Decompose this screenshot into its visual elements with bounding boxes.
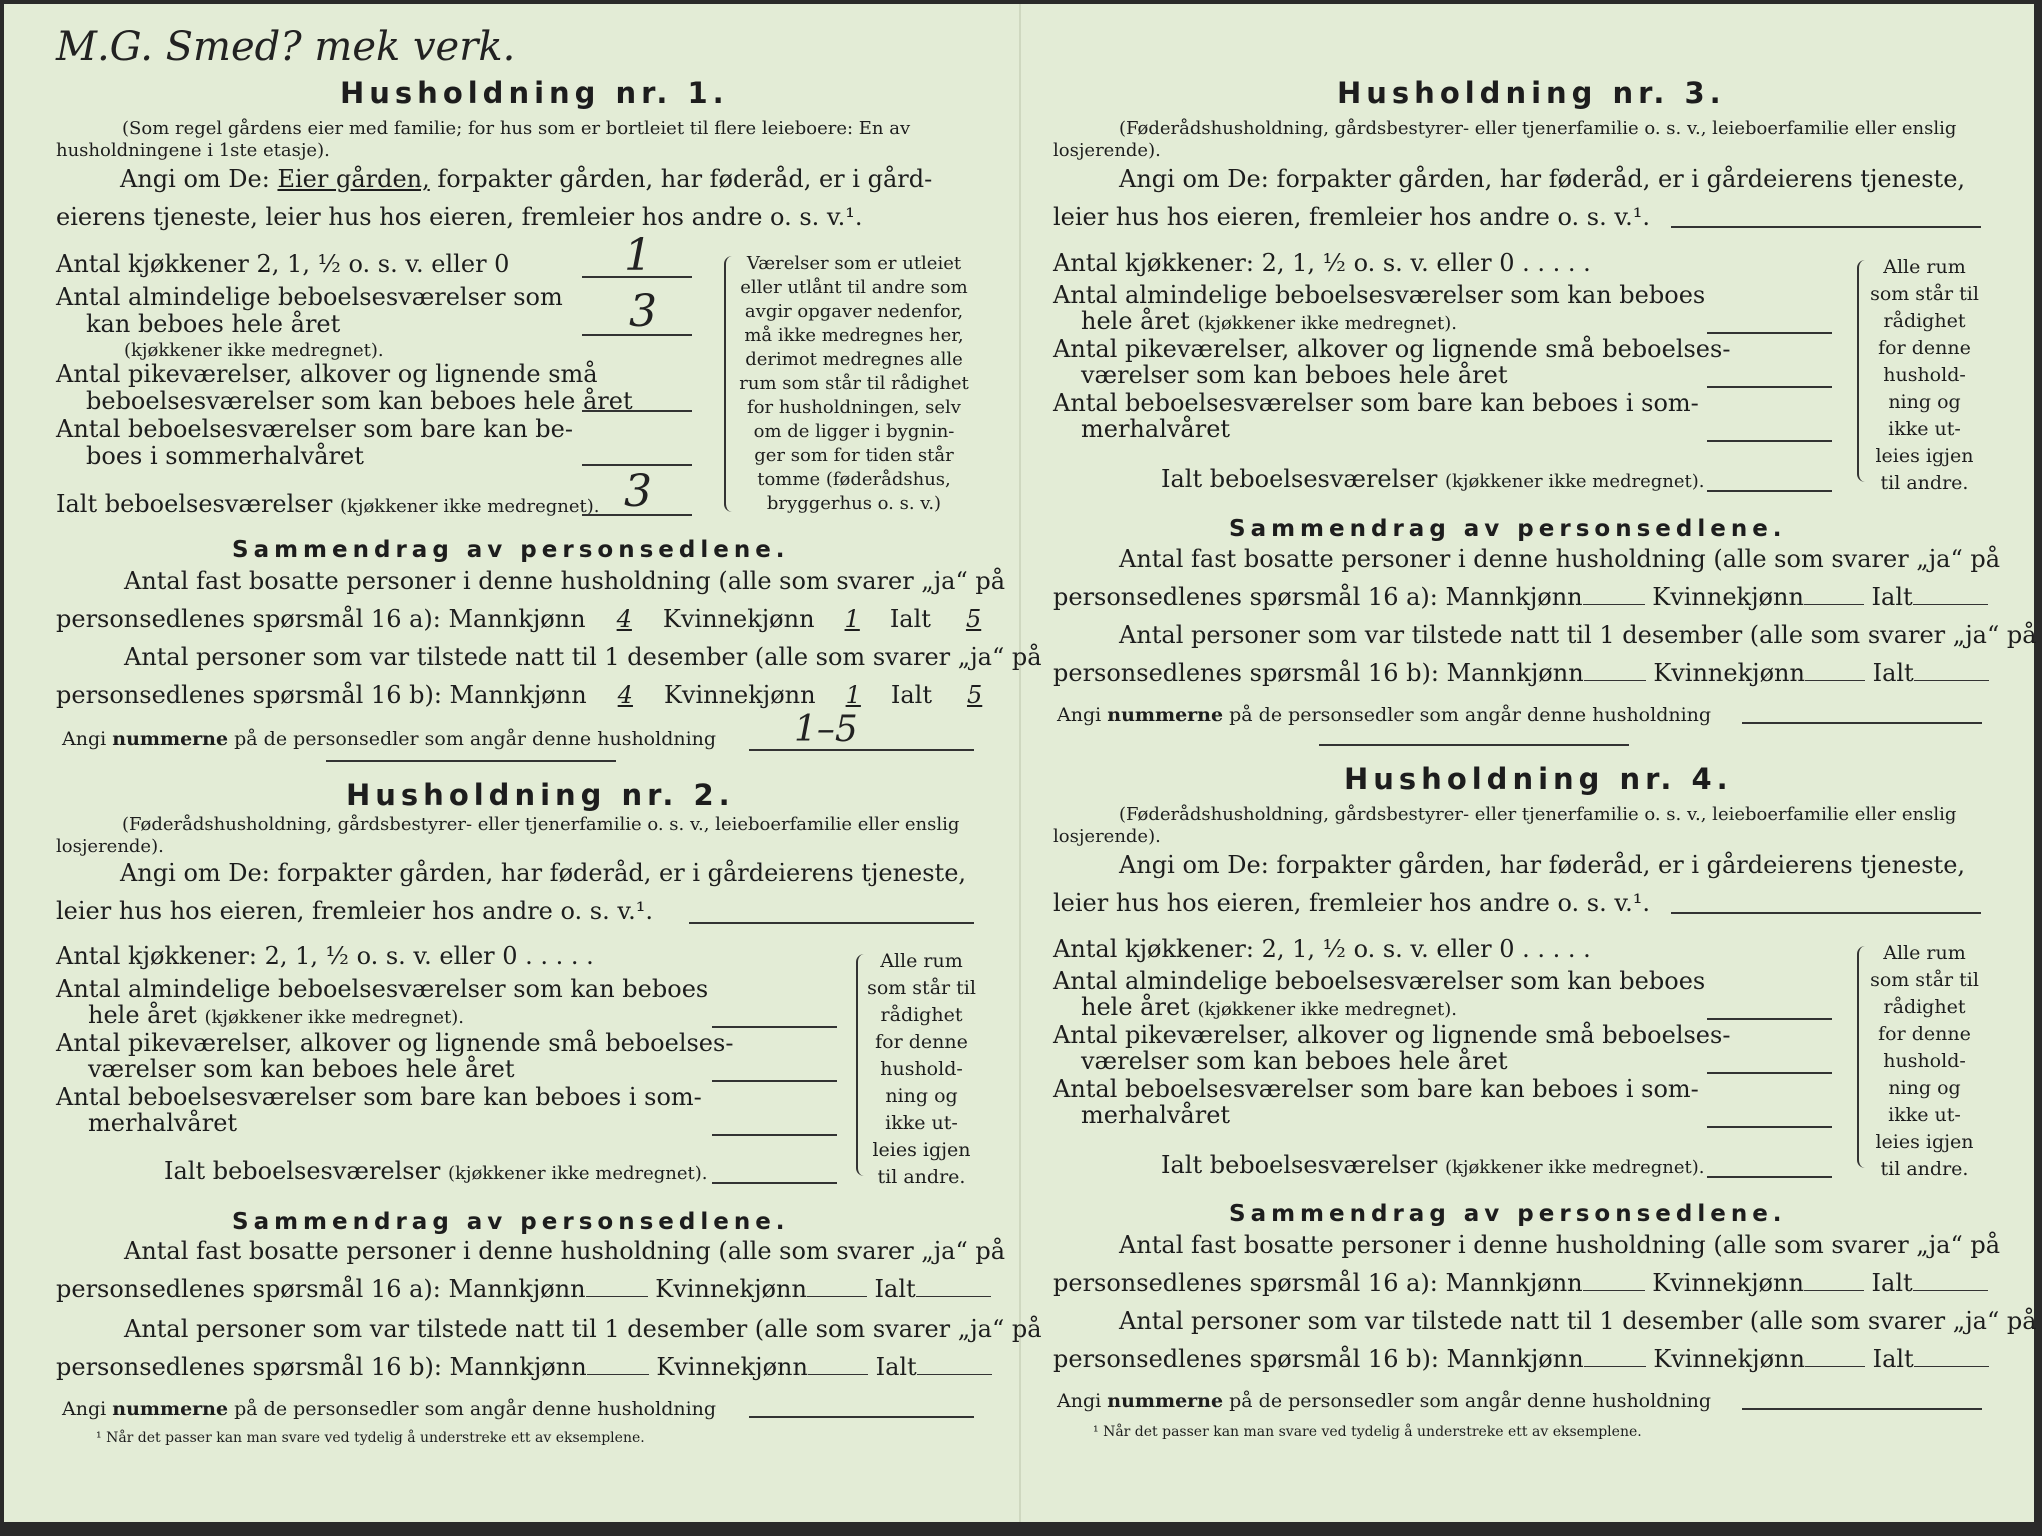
hh1-separator	[326, 760, 616, 762]
hh2-fast-line2	[56, 1274, 991, 1304]
hh4-fast-kvinne-blank	[1804, 1290, 1864, 1291]
hh4-tils-kvinne-blank	[1805, 1366, 1865, 1367]
hh4-pike-label-1: Antal pikeværelser, alkover og lignende små beboelses-	[1053, 1021, 1731, 1049]
hh2-fast-mann-blank	[586, 1296, 648, 1297]
hh1-nummer-line	[749, 749, 974, 751]
hh1-nummer-bold: nummerne	[112, 728, 229, 750]
hh1-tils-mann-label: personsedlenes spørsmål 16 b): Mannkjønn	[56, 681, 587, 709]
handwritten-header: M.G. Smed? mek verk.	[56, 24, 516, 70]
hh4-nummer-row	[1057, 1386, 1711, 1416]
hh4-side-line: for denne	[1878, 1023, 1971, 1045]
hh4-tils-kvinne-label: Kvinnekjønn	[1653, 1345, 1805, 1373]
hh3-pike-label-2: værelser som kan beboes hele året	[1081, 361, 1508, 389]
hh4-fast-line1: Antal fast bosatte personer i denne husholdning (alle som svarer „ja“ på	[1119, 1231, 2001, 1259]
hh3-tils-kvinne-label: Kvinnekjønn	[1653, 659, 1805, 687]
hh3-somm-label-2: merhalvåret	[1081, 415, 1231, 443]
hh3-alm-hele: hele året	[1081, 307, 1190, 335]
hh4-tils-line2	[1053, 1344, 1989, 1374]
hh4-ialt-row	[1161, 1150, 1705, 1183]
hh1-fast-mann-label: personsedlenes spørsmål 16 a): Mannkjønn	[56, 605, 586, 633]
hh3-angi-line	[1671, 226, 1981, 228]
hh1-side-line: tomme (føderådshus,	[757, 469, 951, 490]
hh1-fast-ialt-label: Ialt	[889, 605, 931, 633]
hh3-ialt-line	[1707, 490, 1832, 492]
hh4-side-line: ning og	[1888, 1077, 1961, 1099]
hh4-side-line: Alle rum	[1883, 942, 1966, 964]
hh3-fast-kvinne-label: Kvinnekjønn	[1652, 583, 1804, 611]
hh2-side-line: ikke ut-	[885, 1112, 958, 1134]
right-page	[1019, 4, 2037, 1522]
hh2-angi-line2: leier hus hos eieren, fremleier hos andre o. s. v.¹.	[56, 897, 653, 925]
hh4-fast-ialt-blank	[1913, 1290, 1988, 1291]
hh2-tils-mann-label: personsedlenes spørsmål 16 b): Mannkjønn	[56, 1353, 587, 1381]
hh4-sammendrag: Sammendrag av personsedlene.	[1229, 1201, 1787, 1227]
hh1-tils-line1: Antal personer som var tilstede natt til 1 desember (alle som svarer „ja“ på	[124, 643, 1042, 671]
hh1-fast-kvinne-value: 1	[844, 605, 860, 633]
hh4-nummer-pre: Angi	[1057, 1390, 1102, 1412]
hh4-somm-label-1: Antal beboelsesværelser som bare kan beboes i som-	[1053, 1075, 1699, 1103]
hh1-pike-line	[582, 410, 692, 412]
hh3-side-line: ning og	[1888, 391, 1961, 413]
hh2-tils-line2	[56, 1352, 992, 1382]
hh2-ialt-label: Ialt beboelsesværelser	[164, 1157, 441, 1185]
hh2-somm-label-2: merhalvåret	[88, 1109, 238, 1137]
hh4-footnote: ¹ Når det passer kan man svare ved tydelig å understreke ett av eksemplene.	[1093, 1424, 1642, 1440]
hh3-side-line: Alle rum	[1883, 256, 1966, 278]
hh2-tils-ialt-blank	[917, 1374, 992, 1375]
hh4-angi-line2: leier hus hos eieren, fremleier hos andre o. s. v.¹.	[1053, 889, 1650, 917]
hh2-side-line: ning og	[885, 1085, 958, 1107]
hh1-fast-ialt-value: 5	[965, 605, 982, 633]
hh2-nummer-bold: nummerne	[112, 1398, 229, 1420]
hh4-side-note	[1867, 940, 1982, 1183]
hh3-title: Husholdning nr. 3.	[1337, 76, 1726, 110]
hh2-side-line: for denne	[875, 1031, 968, 1053]
hh2-angi-line	[689, 922, 974, 924]
hh1-kjokkener-label: Antal kjøkkener 2, 1, ½ o. s. v. eller 0	[56, 250, 510, 278]
hh3-somm-line	[1707, 440, 1832, 442]
hh2-fast-ialt-label: Ialt	[874, 1275, 916, 1303]
hh2-pike-label-2: værelser som kan beboes hele året	[88, 1055, 515, 1083]
hh3-side-line: hushold-	[1883, 364, 1966, 386]
hh3-pike-label-1: Antal pikeværelser, alkover og lignende små beboelses-	[1053, 335, 1731, 363]
left-page	[4, 4, 1042, 1522]
hh1-nummer-row	[62, 724, 716, 754]
hh4-kjokkener-label: Antal kjøkkener: 2, 1, ½ o. s. v. eller 0 . . . . .	[1053, 935, 1591, 963]
hh4-pike-label-2: værelser som kan beboes hele året	[1081, 1047, 1508, 1075]
hh1-alm-label-2: kan beboes hele året	[86, 310, 341, 338]
hh2-tils-kvinne-blank	[808, 1374, 868, 1375]
hh4-pike-line	[1707, 1072, 1832, 1074]
hh4-side-line: leies igjen	[1875, 1131, 1974, 1153]
hh3-angi-line1: Angi om De: forpakter gården, har føderåd, er i gårdeierens tjeneste,	[1119, 165, 1966, 193]
hh4-tils-ialt-label: Ialt	[1872, 1345, 1914, 1373]
hh1-tils-ialt-value: 5	[966, 681, 983, 709]
hh3-side-line: ikke ut-	[1888, 418, 1961, 440]
hh3-fast-ialt-blank	[1913, 604, 1988, 605]
hh3-separator	[1319, 744, 1629, 746]
hh4-fast-line2	[1053, 1268, 1988, 1298]
hh1-angi-rest: forpakter gården, har føderåd, er i gård-	[437, 165, 933, 193]
hh1-alm-label-1: Antal almindelige beboelsesværelser som	[56, 283, 563, 311]
hh1-ialt-row	[56, 489, 600, 522]
hh2-tils-line1: Antal personer som var tilstede natt til 1 desember (alle som svarer „ja“ på	[124, 1315, 1042, 1343]
hh3-ialt-note: (kjøkkener ikke medregnet).	[1444, 471, 1705, 492]
hh2-somm-label-1: Antal beboelsesværelser som bare kan beboes i som-	[56, 1083, 702, 1111]
hh4-somm-label-2: merhalvåret	[1081, 1101, 1231, 1129]
hh4-alm-label-1: Antal almindelige beboelsesværelser som kan beboes	[1053, 967, 1706, 995]
hh4-tils-mann-label: personsedlenes spørsmål 16 b): Mannkjønn	[1053, 1345, 1584, 1373]
hh1-side-line: eller utlånt til andre som	[740, 277, 968, 298]
hh3-tils-ialt-blank	[1914, 680, 1989, 681]
hh4-ialt-note: (kjøkkener ikke medregnet).	[1444, 1157, 1705, 1178]
hh4-side-line: hushold-	[1883, 1050, 1966, 1072]
hh3-ialt-row	[1161, 464, 1705, 497]
hh3-tils-line2	[1053, 658, 1989, 688]
hh3-fast-mann-label: personsedlenes spørsmål 16 a): Mannkjønn	[1053, 583, 1583, 611]
hh2-fast-ialt-blank	[916, 1296, 991, 1297]
hh4-side-line: ikke ut-	[1888, 1104, 1961, 1126]
hh1-side-line: rum som står til rådighet	[739, 373, 969, 394]
hh2-fast-mann-label: personsedlenes spørsmål 16 a): Mannkjønn	[56, 1275, 586, 1303]
hh2-tils-ialt-label: Ialt	[875, 1353, 917, 1381]
hh4-side-line: til andre.	[1880, 1158, 1969, 1180]
hh1-title: Husholdning nr. 1.	[340, 76, 729, 110]
hh4-ialt-label: Ialt beboelsesværelser	[1161, 1151, 1438, 1179]
hh3-nummer-bold: nummerne	[1107, 704, 1224, 726]
hh2-kjokkener-label: Antal kjøkkener: 2, 1, ½ o. s. v. eller 0 . . . . .	[56, 942, 594, 970]
hh1-side-line: for husholdningen, selv	[747, 397, 961, 418]
hh1-fast-line2	[56, 604, 1009, 634]
hh3-fast-kvinne-blank	[1804, 604, 1864, 605]
hh2-fast-kvinne-label: Kvinnekjønn	[655, 1275, 807, 1303]
hh3-fast-line1: Antal fast bosatte personer i denne husholdning (alle som svarer „ja“ på	[1119, 545, 2001, 573]
hh3-side-line: leies igjen	[1875, 445, 1974, 467]
hh1-angi-line1	[120, 164, 932, 194]
hh2-somm-line	[712, 1134, 837, 1136]
hh1-tils-ialt-label: Ialt	[890, 681, 932, 709]
hh2-nummer-line	[749, 1416, 974, 1418]
hh2-note: (Føderådshusholdning, gårdsbestyrer- eller tjenerfamilie o. s. v., leieboerfamilie eller enslig losjerende).	[56, 814, 960, 857]
hh2-alm-note: (kjøkkener ikke medregnet).	[204, 1007, 465, 1028]
hh1-angi-line2: eierens tjeneste, leier hus hos eieren, fremleier hos andre o. s. v.¹.	[56, 203, 863, 231]
hh3-nummer-line	[1742, 722, 1982, 724]
hh1-pike-label-1: Antal pikeværelser, alkover og lignende små	[56, 360, 598, 388]
hh2-fast-line1: Antal fast bosatte personer i denne husholdning (alle som svarer „ja“ på	[124, 1237, 1006, 1265]
hh2-nummer-pre: Angi	[62, 1398, 107, 1420]
hh1-nummer-value: 1–5	[794, 709, 858, 750]
hh1-fast-line1: Antal fast bosatte personer i denne husholdning (alle som svarer „ja“ på	[124, 567, 1006, 595]
hh1-side-line: Værelser som er utleiet	[746, 253, 962, 274]
hh2-angi-line1: Angi om De: forpakter gården, har føderåd, er i gårdeierens tjeneste,	[120, 859, 967, 887]
hh2-alm-label-1: Antal almindelige beboelsesværelser som kan beboes	[56, 975, 709, 1003]
hh3-fast-line2	[1053, 582, 1988, 612]
hh1-side-line: om de ligger i bygnin-	[753, 421, 955, 442]
hh2-side-line: som står til	[867, 977, 976, 999]
hh4-side-line: rådighet	[1883, 996, 1966, 1018]
hh3-side-line: rådighet	[1883, 310, 1966, 332]
hh2-tils-mann-blank	[587, 1374, 649, 1375]
hh1-somm-label-1: Antal beboelsesværelser som bare kan be-	[56, 415, 573, 443]
hh3-kjokkener-label: Antal kjøkkener: 2, 1, ½ o. s. v. eller 0 . . . . .	[1053, 249, 1591, 277]
hh3-fast-ialt-label: Ialt	[1871, 583, 1913, 611]
hh1-fast-mann-value: 4	[616, 605, 632, 633]
hh3-somm-label-1: Antal beboelsesværelser som bare kan beboes i som-	[1053, 389, 1699, 417]
hh3-nummer-post: på de personsedler som angår denne husholdning	[1229, 704, 1712, 726]
hh1-ialt-note: (kjøkkener ikke medregnet).	[339, 496, 600, 517]
hh4-fast-kvinne-label: Kvinnekjønn	[1652, 1269, 1804, 1297]
hh1-alm-label-3: (kjøkkener ikke medregnet).	[124, 340, 384, 361]
hh3-tils-mann-label: personsedlenes spørsmål 16 b): Mannkjønn	[1053, 659, 1584, 687]
hh4-nummer-post: på de personsedler som angår denne husholdning	[1229, 1390, 1712, 1412]
hh4-ialt-line	[1707, 1176, 1832, 1178]
hh1-tils-kvinne-value: 1	[845, 681, 861, 709]
hh2-side-line: Alle rum	[880, 950, 963, 972]
hh3-nummer-row	[1057, 700, 1711, 730]
hh1-note: (Som regel gårdens eier med familie; for hus som er bortleiet til flere leieboere: En av husholdningene i 1ste etasje).	[56, 118, 911, 161]
hh4-nummer-line	[1742, 1408, 1982, 1410]
hh2-side-note	[864, 948, 979, 1191]
hh2-alm-hele: hele året	[88, 1001, 197, 1029]
hh1-fast-kvinne-label: Kvinnekjønn	[662, 605, 815, 633]
hh3-angi-line2: leier hus hos eieren, fremleier hos andre o. s. v.¹.	[1053, 203, 1650, 231]
hh1-side-line: avgir opgaver nedenfor,	[744, 301, 964, 322]
hh1-tils-line2	[56, 680, 1010, 710]
hh3-side-line: for denne	[1878, 337, 1971, 359]
hh4-angi-line1: Angi om De: forpakter gården, har føderåd, er i gårdeierens tjeneste,	[1119, 851, 1966, 879]
hh2-ialt-row	[164, 1156, 708, 1189]
hh1-pike-label-2: beboelsesværelser som kan beboes hele året	[86, 387, 633, 415]
hh4-tils-mann-blank	[1584, 1366, 1646, 1367]
hh1-tils-kvinne-label: Kvinnekjønn	[663, 681, 816, 709]
hh4-somm-line	[1707, 1126, 1832, 1128]
hh4-angi-line	[1671, 912, 1981, 914]
hh2-ialt-note: (kjøkkener ikke medregnet).	[447, 1163, 708, 1184]
hh2-title: Husholdning nr. 2.	[346, 778, 735, 812]
hh3-pike-line	[1707, 386, 1832, 388]
hh2-side-line: rådighet	[880, 1004, 963, 1026]
hh3-sammendrag: Sammendrag av personsedlene.	[1229, 516, 1787, 542]
hh2-pike-label-1: Antal pikeværelser, alkover og lignende små beboelses-	[56, 1029, 734, 1057]
hh1-side-line: må ikke medregnes her,	[744, 325, 964, 346]
census-sheet	[4, 4, 2037, 1522]
hh4-nummer-bold: nummerne	[1107, 1390, 1224, 1412]
hh2-side-line: leies igjen	[872, 1139, 971, 1161]
hh1-nummer-post: på de personsedler som angår denne husholdning	[234, 728, 717, 750]
hh3-alm-label-1: Antal almindelige beboelsesværelser som kan beboes	[1053, 281, 1706, 309]
hh3-side-line: til andre.	[1880, 472, 1969, 494]
hh3-nummer-pre: Angi	[1057, 704, 1102, 726]
hh4-side-line: som står til	[1870, 969, 1979, 991]
hh2-side-line: til andre.	[877, 1166, 966, 1188]
hh1-ialt-label: Ialt beboelsesværelser	[56, 490, 333, 518]
hh1-side-note	[734, 252, 974, 516]
hh1-ialt-value: 3	[624, 466, 652, 517]
hh1-angi-prefix: Angi om De:	[120, 165, 270, 193]
hh2-fast-kvinne-blank	[807, 1296, 867, 1297]
hh1-angi-eier: Eier gården,	[277, 165, 430, 193]
hh3-note: (Føderådshusholdning, gårdsbestyrer- eller tjenerfamilie o. s. v., leieboerfamilie eller enslig losjerende).	[1053, 118, 1957, 161]
hh1-tils-mann-value: 4	[617, 681, 633, 709]
hh3-tils-mann-blank	[1584, 680, 1646, 681]
hh4-fast-mann-blank	[1583, 1290, 1645, 1291]
hh1-nummer-pre: Angi	[62, 728, 107, 750]
hh2-nummer-post: på de personsedler som angår denne husholdning	[234, 1398, 717, 1420]
hh1-kjokkener-value: 1	[624, 230, 652, 281]
hh2-ialt-line	[712, 1182, 837, 1184]
hh1-side-line: derimot medregnes alle	[745, 349, 963, 370]
hh3-side-note	[1867, 254, 1982, 497]
hh4-note: (Føderådshusholdning, gårdsbestyrer- eller tjenerfamilie o. s. v., leieboerfamilie eller enslig losjerende).	[1053, 804, 1957, 847]
hh3-tils-ialt-label: Ialt	[1872, 659, 1914, 687]
hh1-somm-label-2: boes i sommerhalvåret	[86, 442, 364, 470]
hh2-tils-kvinne-label: Kvinnekjønn	[656, 1353, 808, 1381]
hh4-tils-ialt-blank	[1914, 1366, 1989, 1367]
hh1-alm-value: 3	[629, 286, 657, 337]
hh3-ialt-label: Ialt beboelsesværelser	[1161, 465, 1438, 493]
hh3-tils-kvinne-blank	[1805, 680, 1865, 681]
hh3-alm-note: (kjøkkener ikke medregnet).	[1197, 313, 1458, 334]
hh3-fast-mann-blank	[1583, 604, 1645, 605]
hh2-footnote: ¹ Når det passer kan man svare ved tydelig å understreke ett av eksemplene.	[96, 1430, 645, 1446]
hh4-title: Husholdning nr. 4.	[1344, 762, 1733, 796]
hh4-fast-ialt-label: Ialt	[1871, 1269, 1913, 1297]
hh2-side-line: hushold-	[880, 1058, 963, 1080]
hh3-side-line: som står til	[1870, 283, 1979, 305]
hh2-sammendrag: Sammendrag av personsedlene.	[232, 1209, 790, 1235]
hh2-pike-line	[712, 1080, 837, 1082]
hh4-alm-hele: hele året	[1081, 993, 1190, 1021]
hh4-tils-line1: Antal personer som var tilstede natt til 1 desember (alle som svarer „ja“ på	[1119, 1307, 2037, 1335]
hh4-fast-mann-label: personsedlenes spørsmål 16 a): Mannkjønn	[1053, 1269, 1583, 1297]
hh1-side-line: bryggerhus o. s. v.)	[766, 493, 942, 514]
hh1-sammendrag: Sammendrag av personsedlene.	[232, 537, 790, 563]
hh3-tils-line1: Antal personer som var tilstede natt til 1 desember (alle som svarer „ja“ på	[1119, 621, 2037, 649]
hh1-side-line: ger som for tiden står	[754, 445, 954, 466]
hh2-nummer-row	[62, 1394, 716, 1424]
hh4-alm-note: (kjøkkener ikke medregnet).	[1197, 999, 1458, 1020]
